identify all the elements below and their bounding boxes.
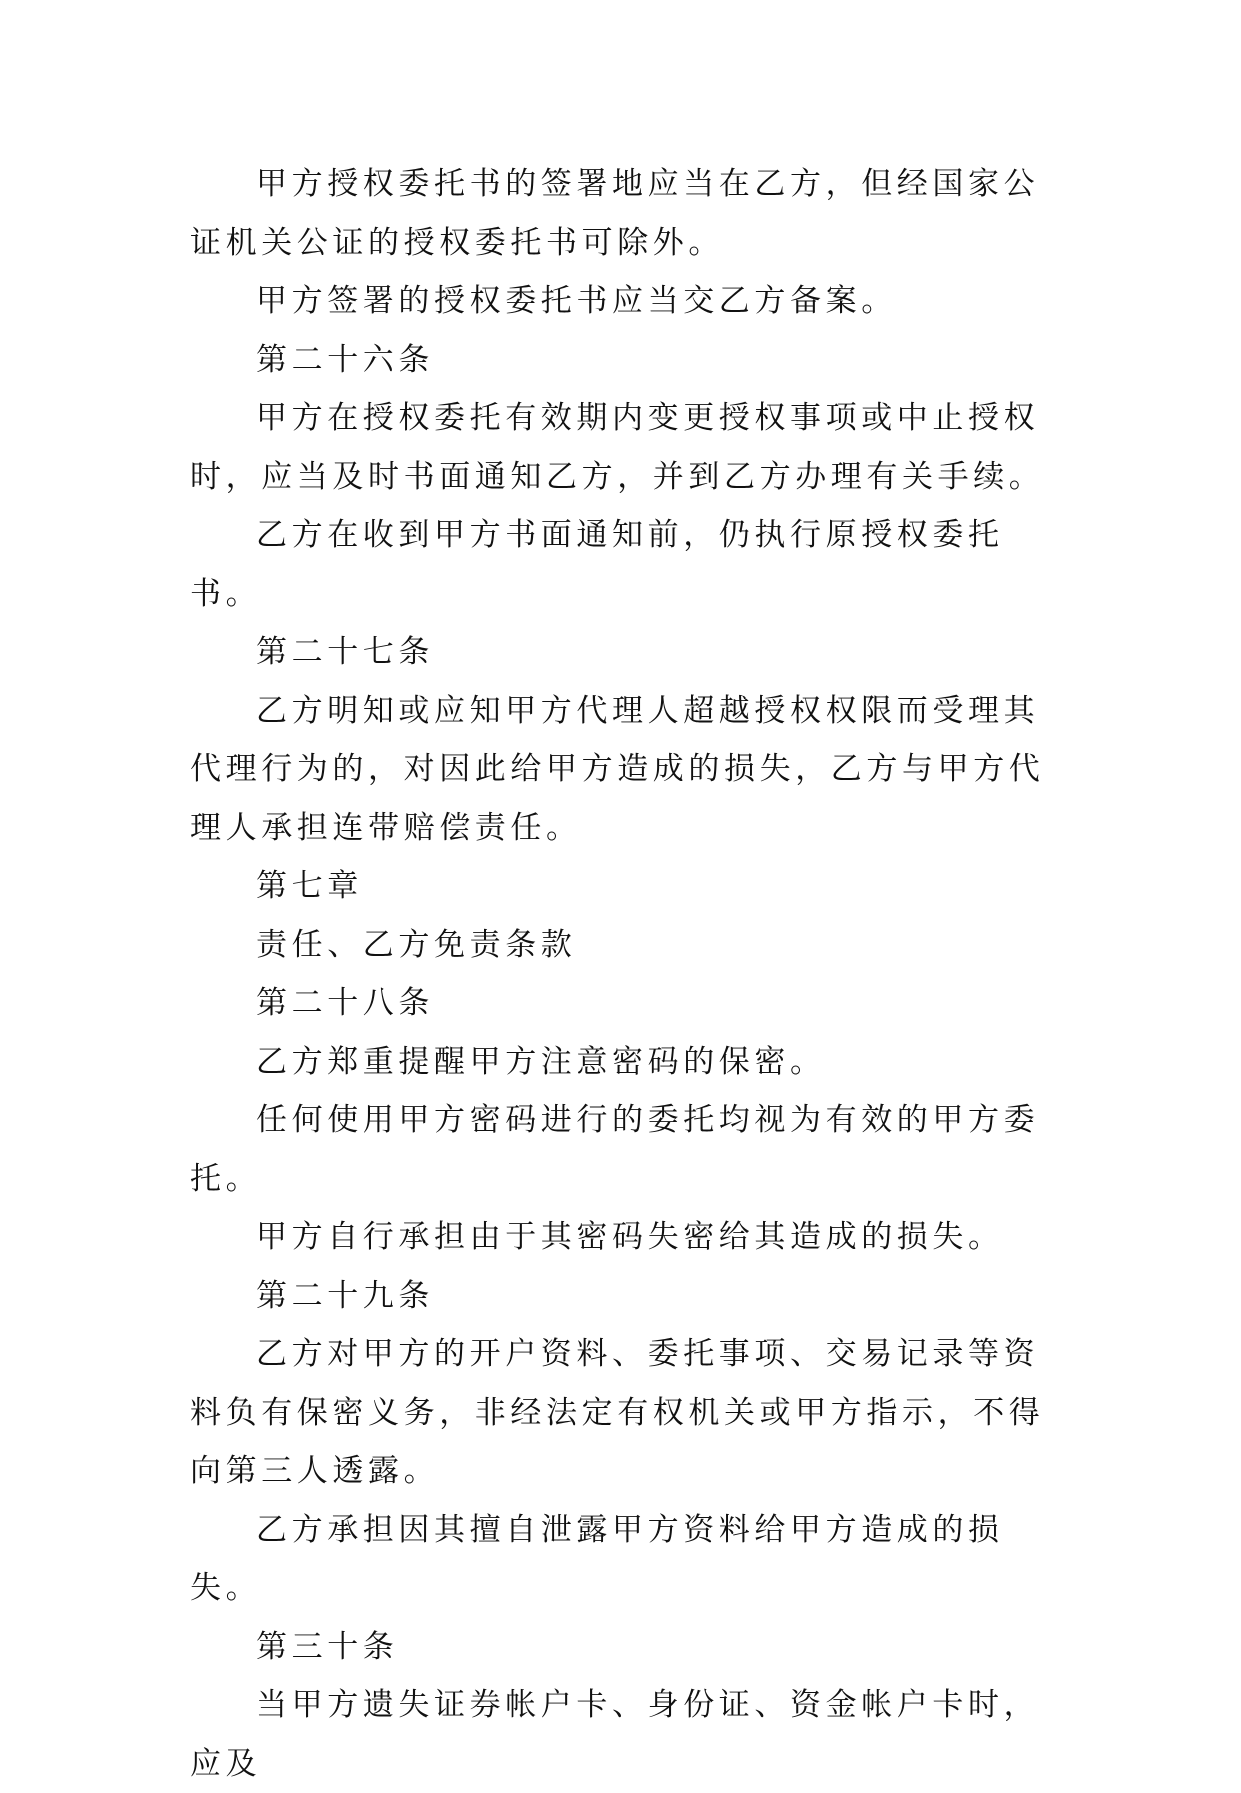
paragraph: 甲方签署的授权委托书应当交乙方备案。 [256,283,897,319]
paragraph: 当甲方遗失证券帐户卡、身份证、资金帐户卡时，应及 [190,1687,1040,1782]
paragraph: 甲方自行承担由于其密码失密给其造成的损失。 [256,1219,1004,1255]
article-heading: 第二十九条 [256,1277,434,1314]
paragraph: 乙方在收到甲方书面通知前，仍执行原授权委托书。 [190,517,1004,612]
document-body [190,155,1060,1793]
paragraph: 乙方对甲方的开户资料、委托事项、交易记录等资料负有保密义务，非经法定有权机关或甲方指示，不得向第三人透露。 [190,1336,1045,1489]
article-heading: 第二十六条 [256,341,434,378]
article-heading: 第二十八条 [256,985,434,1021]
chapter-title: 责任、乙方免责条款 [256,926,577,963]
paragraph: 乙方郑重提醒甲方注意密码的保密。 [256,1043,826,1080]
paragraph: 乙方明知或应知甲方代理人超越授权权限而受理其代理行为的，对因此给甲方造成的损失，乙方与甲方代理人承担连带赔偿责任。 [190,692,1045,846]
chapter-heading: 第七章 [256,868,363,904]
article-heading: 第三十条 [256,1628,399,1665]
paragraph: 甲方在授权委托有效期内变更授权事项或中止授权时，应当及时书面通知乙方，并到乙方办理有关手续。 [190,400,1045,495]
article-heading: 第二十七条 [256,634,434,670]
paragraph: 甲方授权委托书的签署地应当在乙方，但经国家公证机关公证的授权委托书可除外。 [190,166,1040,261]
paragraph: 任何使用甲方密码进行的委托均视为有效的甲方委托。 [190,1102,1040,1197]
paragraph: 乙方承担因其擅自泄露甲方资料给甲方造成的损失。 [190,1511,1004,1606]
